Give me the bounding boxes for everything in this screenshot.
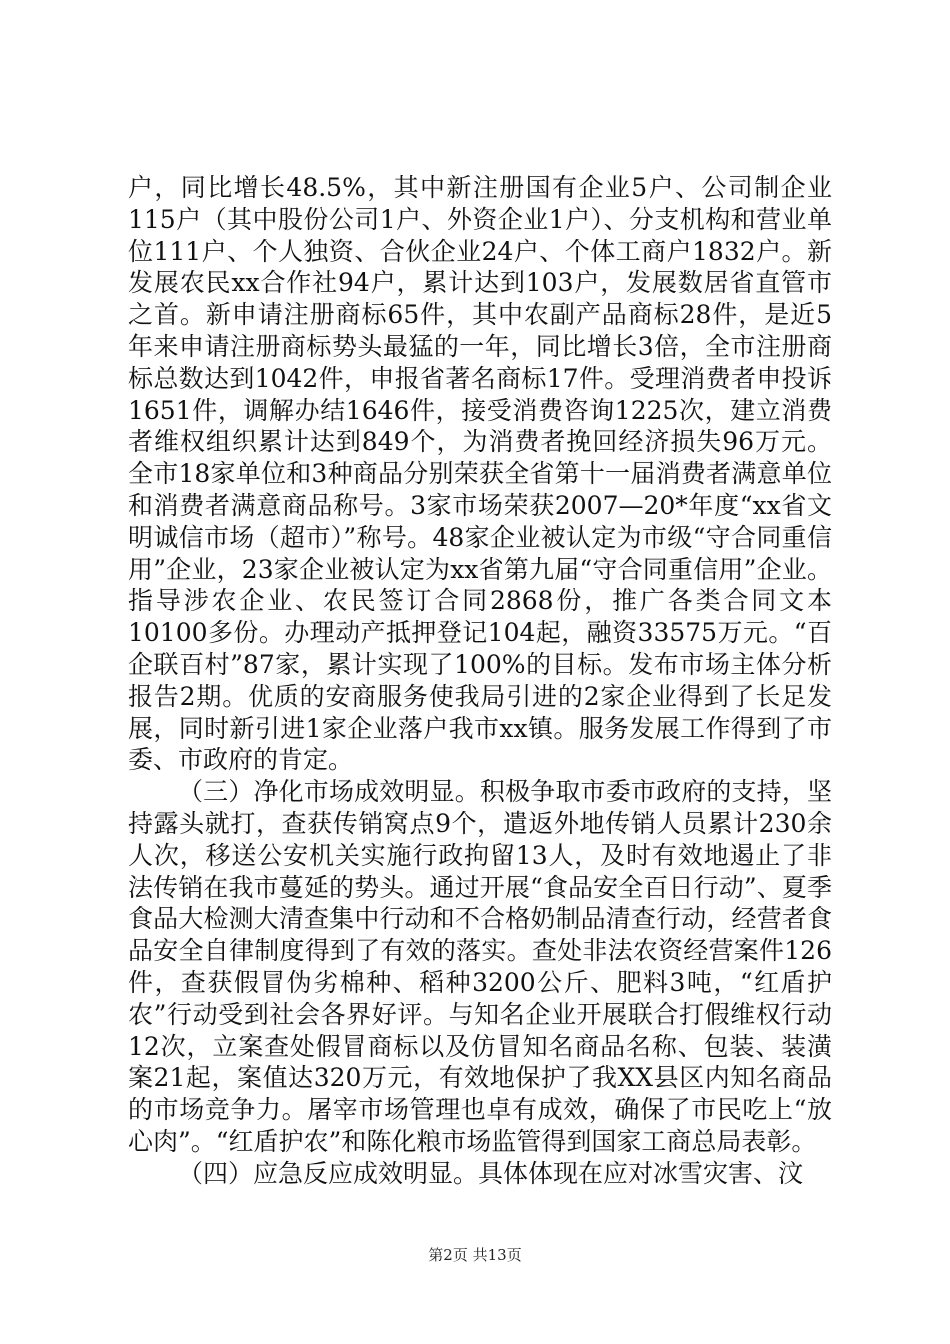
page-footer [0, 1245, 950, 1265]
paragraph-section-4: （四）应急反应成效明显。具体体现在应对冰雪灾害、汶 [178, 1158, 804, 1188]
page-total: 共13页 [472, 1246, 522, 1264]
document-body [128, 172, 832, 1190]
paragraph-continuation: 户，同比增长48.5%，其中新注册国有企业5户、公司制企业115户（其中股份公司1户、外资企业1户）、分支机构和营业单位111户、个人独资、合伙企业24户、个体工商户1832户。新发展农民xx合作社94户，累计达到103户，发展数居省直管市之首。新申请注册商标65件，其中农副产品商标28件，是近5年来申请注册商标势头最猛的一年，同比增长3倍，全市注册商标总数达到1042件，申报省著名商标17件。受理消费者申投诉1651件，调解办结1646件，接受消费咨询1225次，建立消费者维权组织累计达到849个，为消费者挽回经济损失96万元。全市18家单位和3种商品分别荣获全省第十一届消费者满意单位和消费者满意商品称号。3家市场荣获2007—20*年度“xx省文明诚信市场（超市）”称号。48家企业被认定为市级“守合同重信用”企业，23家企业被认定为xx省第九届“守合同重信用”企业。指导涉农企业、农民签订合同2868份，推广各类合同文本10100多份。办理动产抵押登记104起，融资33575万元。“百企联百村”87家，累计实现了100%的目标。发布市场主体分析报告2期。优质的安商服务使我局引进的2家企业得到了长足发展，同时新引进1家企业落户我市xx镇。服务发展工作得到了市委、市政府的肯定。 [128, 173, 832, 775]
page-number: 第2页 [428, 1246, 468, 1264]
paragraph-section-3: （三）净化市场成效明显。积极争取市委市政府的支持，坚持露头就打，查获传销窝点9个，遣返外地传销人员累计230余人次，移送公安机关实施行政拘留13人，及时有效地遏止了非法传销在我市蔓延的势头。通过开展“食品安全百日行动”、夏季食品大检测大清查集中行动和不合格奶制品清查行动，经营者食品安全自律制度得到了有效的落实。查处非法农资经营案件126件，查获假冒伪劣棉种、稻种3200公斤、肥料3吨，“红盾护农”行动受到社会各界好评。与知名企业开展联合打假维权行动12次，立案查处假冒商标以及仿冒知名商品名称、包装、装潢案21起，案值达320万元，有效地保护了我XX县区内知名商品的市场竞争力。屠宰市场管理也卓有成效，确保了市民吃上“放心肉”。“红盾护农”和陈化粮市场监管得到国家工商总局表彰。 [128, 777, 832, 1156]
